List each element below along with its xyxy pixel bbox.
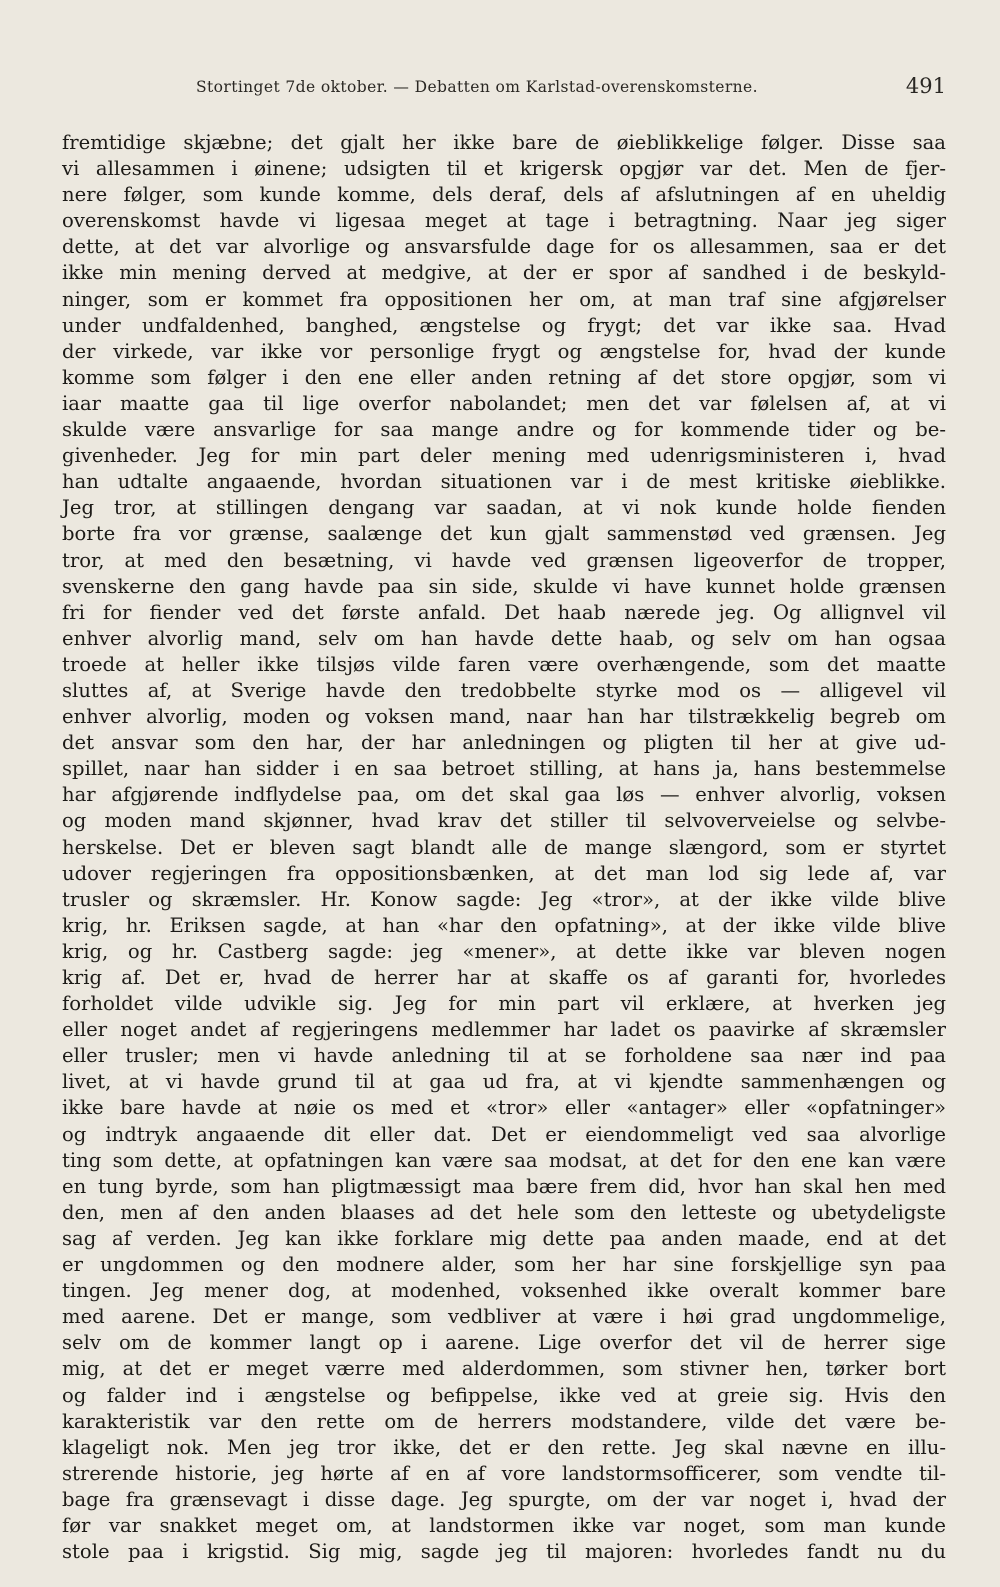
text-line: ikke bare havde at nøie os med et «tror» eller «antager» eller «opfatninger» [62,1096,946,1120]
text-line: under undfaldenhed, banghed, ængstelse og frygt; det var ikke saa. Hvad [62,313,946,337]
text-line: overenskomst havde vi ligesaa meget at tage i betragtning. Naar jeg siger [62,209,946,233]
text-line: fri for fiender ved det første anfald. Det haab nærede jeg. Og allignvel vil [62,600,946,624]
text-line: vi allesammen i øinene; udsigten til et krigersk opgjør var det. Men de fjer- [62,157,946,181]
text-line: eller noget andet af regjeringens medlemmer har ladet os paavirke af skræmsler [62,1018,946,1042]
text-line: den, men af den anden blaases ad det hele som den letteste og ubetydeligste [62,1200,946,1224]
running-head: Stortinget 7de oktober. — Debatten om Karlstad-overenskomsterne. [196,78,758,96]
text-line: strerende historie, jeg hørte af en af vore landstormsofficerer, som vendte til- [62,1461,946,1485]
text-line: sluttes af, at Sverige havde den tredobbelte styrke mod os — alligevel vil [62,678,946,702]
text-line: mig, at det er meget værre med alderdommen, som stivner hen, tørker bort [62,1357,946,1381]
text-line: og falder ind i ængstelse og befippelse, ikke ved at greie sig. Hvis den [62,1383,946,1407]
text-line: udover regjeringen fra oppositionsbænken, at det man lod sig lede af, var [62,861,946,885]
text-line: spillet, naar han sidder i en saa betroet stilling, at hans ja, hans bestemmelse [62,757,946,781]
text-line: tror, at med den besætning, vi havde ved grænsen ligeoverfor de tropper, [62,548,946,572]
text-line: komme som følger i den ene eller anden retning af det store opgjør, som vi [62,365,946,389]
text-line: iaar maatte gaa til lige overfor nabolandet; men det var følelsen af, at vi [62,391,946,415]
text-line: svenskerne den gang havde paa sin side, skulde vi have kunnet holde grænsen [62,574,946,598]
page-number: 491 [905,74,946,98]
text-line: livet, at vi havde grund til at gaa ud fra, at vi kjendte sammenhængen og [62,1070,946,1094]
text-line: stole paa i krigstid. Sig mig, sagde jeg til majoren: hvorledes fandt nu du [62,1540,946,1564]
text-line: sag af verden. Jeg kan ikke forklare mig dette paa anden maade, end at det [62,1226,946,1250]
text-line: klageligt nok. Men jeg tror ikke, det er den rette. Jeg skal nævne en illu- [62,1435,946,1459]
text-line: trusler og skræmsler. Hr. Konow sagde: Jeg «tror», at der ikke vilde blive [62,887,946,911]
text-line: dette, at det var alvorlige og ansvarsfulde dage for os allesammen, saa er det [62,235,946,259]
text-line: herskelse. Det er bleven sagt blandt alle de mange slængord, som er styrtet [62,835,946,859]
text-line: enhver alvorlig mand, selv om han havde dette haab, og selv om han ogsaa [62,626,946,650]
text-line: ikke min mening derved at medgive, at der er spor af sandhed i de beskyld- [62,261,946,285]
text-line: en tung byrde, som han pligtmæssigt maa bære frem did, hvor han skal hen med [62,1174,946,1198]
text-line: er ungdommen og den modnere alder, som her har sine forskjellige syn paa [62,1253,946,1277]
text-line: før var snakket meget om, at landstormen ikke var noget, som man kunde [62,1513,946,1537]
text-line: fremtidige skjæbne; det gjalt her ikke bare de øieblikkelige følger. Disse saa [62,131,946,154]
text-line: forholdet vilde udvikle sig. Jeg for min part vil erklære, at hverken jeg [62,992,946,1016]
text-line: og indtryk angaaende dit eller dat. Det er eiendommeligt ved saa alvorlige [62,1122,946,1146]
text-line: bage fra grænsevagt i disse dage. Jeg spurgte, om der var noget i, hvad der [62,1487,946,1511]
text-line: tingen. Jeg mener dog, at modenhed, voksenhed ikke overalt kommer bare [62,1279,946,1303]
page-header [60,74,946,104]
text-line: har afgjørende indflydelse paa, om det skal gaa løs — enhver alvorlig, voksen [62,783,946,807]
text-line: krig, og hr. Castberg sagde: jeg «mener», at dette ikke var bleven nogen [62,939,946,963]
text-line: krig af. Det er, hvad de herrer har at skaffe os af garanti for, hvorledes [62,966,946,989]
text-line: Jeg tror, at stillingen dengang var saadan, at vi nok kunde holde fienden [62,496,946,520]
text-line: enhver alvorlig, moden og voksen mand, naar han har tilstrækkelig begreb om [62,705,946,729]
text-line: krig, hr. Eriksen sagde, at han «har den opfatning», at der ikke vilde blive [62,913,946,937]
text-line: eller trusler; men vi havde anledning til at se forholdene saa nær ind paa [62,1044,946,1068]
text-line: med aarene. Det er mange, som vedbliver at være i høi grad ungdommelige, [62,1305,946,1329]
text-line: der virkede, var ikke vor personlige frygt og ængstelse for, hvad der kunde [62,339,946,363]
text-line: ting som dette, at opfatningen kan være saa modsat, at det for den ene kan være [62,1148,946,1172]
text-line: troede at heller ikke tilsjøs vilde faren være overhængende, som det maatte [62,652,946,676]
text-line: selv om de kommer langt op i aarene. Lige overfor det vil de herrer sige [62,1331,946,1355]
text-line: det ansvar som den har, der har anledningen og pligten til her at give ud- [62,731,946,755]
body-text [62,130,946,1565]
text-line: karakteristik var den rette om de herrers modstandere, vilde det være be- [62,1409,946,1433]
text-line: ninger, som er kommet fra oppositionen her om, at man traf sine afgjørelser [62,287,946,311]
text-line: givenheder. Jeg for min part deler mening med udenrigsministeren i, hvad [62,444,946,468]
text-line: borte fra vor grænse, saalænge det kun gjalt sammenstød ved grænsen. Jeg [62,522,946,546]
text-line: skulde være ansvarlige for saa mange andre og for kommende tider og be- [62,418,946,442]
text-line: han udtalte angaaende, hvordan situationen var i de mest kritiske øieblikke. [62,470,946,494]
text-line: og moden mand skjønner, hvad krav det stiller til selvoverveielse og selvbe- [62,809,946,833]
text-line: nere følger, som kunde komme, dels deraf, dels af afslutningen af en uheldig [62,183,946,207]
